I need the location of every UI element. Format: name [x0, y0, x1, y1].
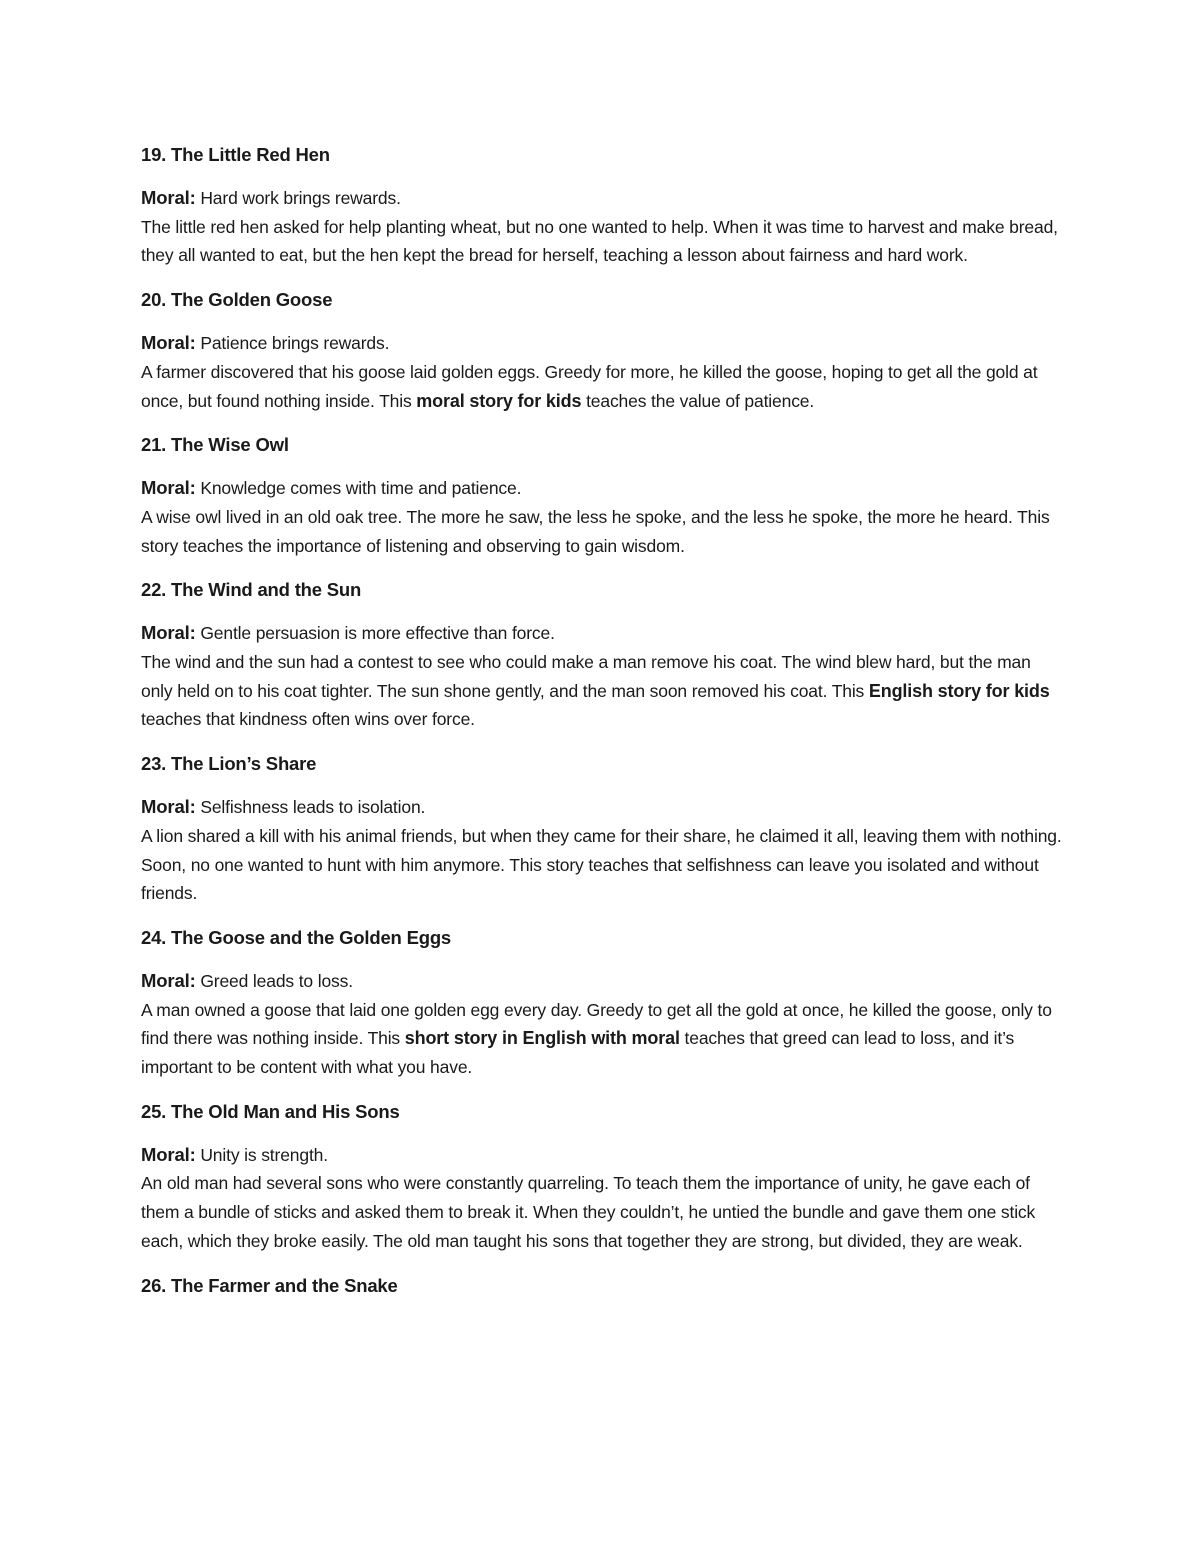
story-title: 21. The Wise Owl — [141, 434, 289, 456]
story-title: 22. The Wind and the Sun — [141, 579, 362, 601]
moral-label: Moral: — [141, 187, 196, 208]
story-paragraph — [141, 329, 1066, 415]
story-paragraph — [141, 1141, 1066, 1256]
keyword-phrase: moral story for kids — [416, 390, 582, 411]
moral-text: Knowledge comes with time and patience. — [195, 478, 522, 499]
story-body-text: A wise owl lived in an old oak tree. The more he saw, the less he spoke, and the less he spoke, the more he heard. This story teaches the importance of listening and observing to gain wisdom. — [141, 506, 1050, 556]
story-section — [141, 923, 1066, 1082]
moral-text: Patience brings rewards. — [195, 333, 390, 354]
story-body-text: The little red hen asked for help planting wheat, but no one wanted to help. When it was time to harvest and make bread, they all wanted to eat, but the hen kept the bread for herself, teaching a lesson about fairness and hard work. — [141, 216, 1058, 266]
story-body-text: A farmer discovered that his goose laid golden eggs. Greedy for more, he killed the goose, hoping to get all the gold at once, but found nothing inside. This — [141, 361, 1038, 411]
story-title: 19. The Little Red Hen — [141, 144, 330, 165]
document-page — [141, 140, 1066, 1316]
moral-label: Moral: — [141, 477, 196, 499]
story-body-text: An old man had several sons who were constantly quarreling. To teach them the importance of unity, he gave each of them a bundle of sticks and asked them to break it. When they couldn’t, he untied the bundle and gave them one stick each, which they broke easily. The old man taught his sons that together they are strong, but divided, they are weak. — [141, 1173, 1036, 1251]
story-body-text: teaches that greed can lead to loss, and it’s important to be content with what you have. — [141, 1028, 1015, 1078]
story-section — [141, 430, 1066, 560]
story-title: 20. The Golden Goose — [141, 289, 333, 311]
story-section — [141, 140, 1066, 270]
moral-label: Moral: — [141, 969, 196, 991]
story-title: 24. The Goose and the Golden Eggs — [141, 926, 452, 948]
story-paragraph — [141, 184, 1066, 270]
moral-label: Moral: — [141, 622, 196, 644]
moral-label: Moral: — [141, 332, 196, 354]
moral-text: Hard work brings rewards. — [195, 188, 401, 208]
story-body-text: teaches that kindness often wins over force. — [141, 709, 475, 730]
story-paragraph — [141, 474, 1066, 560]
moral-text: Gentle persuasion is more effective than force. — [195, 623, 555, 644]
story-section — [141, 285, 1066, 415]
story-section — [141, 575, 1066, 734]
story-section — [141, 1271, 1066, 1301]
story-paragraph — [141, 619, 1066, 734]
moral-label: Moral: — [141, 796, 196, 818]
moral-text: Greed leads to loss. — [195, 970, 353, 991]
story-body-text: The wind and the sun had a contest to see who could make a man remove his coat. The wind blew hard, but the man only held on to his coat tighter. The sun shone gently, and the man soon removed his coat. This — [141, 652, 1031, 701]
story-title: 25. The Old Man and His Sons — [141, 1100, 400, 1122]
keyword-phrase: English story for kids — [868, 680, 1050, 701]
story-title: 23. The Lion’s Share — [141, 753, 317, 775]
story-section — [141, 1097, 1066, 1256]
story-body-text: teaches the value of patience. — [581, 390, 815, 411]
moral-text: Selfishness leads to isolation. — [195, 797, 426, 818]
story-paragraph — [141, 967, 1066, 1082]
story-body-text: A lion shared a kill with his animal friends, but when they came for their share, he claimed it all, leaving them with nothing. Soon, no one wanted to hunt with him anymore. This story teaches that selfishness can leave you isolated and without friends. — [141, 825, 1062, 904]
story-title: 26. The Farmer and the Snake — [141, 1274, 398, 1296]
story-paragraph — [141, 793, 1066, 908]
moral-text: Unity is strength. — [195, 1144, 328, 1165]
moral-label: Moral: — [141, 1143, 196, 1165]
story-body-text: A man owned a goose that laid one golden egg every day. Greedy to get all the gold at once, he killed the goose, only to find there was nothing inside. This — [141, 999, 1052, 1049]
keyword-phrase: short story in English with moral — [404, 1028, 680, 1049]
story-section — [141, 749, 1066, 908]
